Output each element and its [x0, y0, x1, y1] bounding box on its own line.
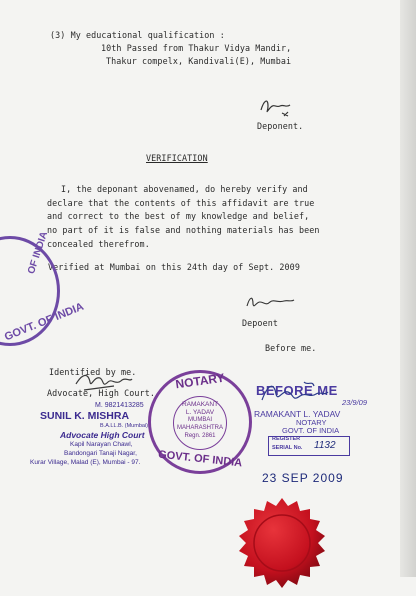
- before-me-stamp-govt: GOVT. OF INDIA: [282, 426, 340, 435]
- qualification-line-2: Thakur compelx, Kandivali(E), Mumbai: [106, 56, 292, 66]
- govt-stamp-left-text-2: GOVT. OF INDIA: [2, 300, 86, 344]
- verification-line-4: no part of it is false and nothing materials has been: [47, 225, 320, 235]
- verification-place-date: Verified at Mumbai on this 24th day of Sept. 2009: [48, 262, 300, 272]
- deponent-signature-2: [244, 294, 296, 316]
- govt-stamp-left-text-1: OF INDIA: [26, 230, 51, 276]
- advocate-stamp-title: Advocate High Court: [60, 430, 145, 440]
- verification-title: VERIFICATION: [146, 153, 208, 163]
- before-me-stamp-heading: BEFORE ME: [256, 383, 338, 398]
- page-edge: [400, 0, 416, 577]
- notary-seal-regn: Regn. 2861: [184, 433, 216, 439]
- advocate-stamp-name: SUNIL K. MISHRA: [40, 410, 130, 422]
- notary-seal-state: MAHARASHTRA: [176, 425, 223, 431]
- notary-seal-top: NOTARY: [174, 370, 226, 392]
- advocate-stamp-addr-2: Bandongari Tanaji Nagar,: [64, 450, 137, 457]
- advocate-stamp-addr-3: Kurar Village, Malad (E), Mumbai - 97.: [30, 459, 141, 466]
- verification-line-3: and correct to the best of my knowledge and belief,: [47, 211, 310, 221]
- verification-line-5: concealed therefrom.: [47, 239, 150, 249]
- qualification-heading: (3) My educational qualification :: [50, 30, 225, 40]
- identified-label: Identified by me.: [49, 367, 137, 377]
- before-me-stamp-name: RAMAKANT L. YADAV: [254, 409, 341, 419]
- before-me-label: Before me.: [265, 343, 317, 353]
- before-me-stamp-role: NOTARY: [296, 418, 327, 427]
- verification-line-1: I, the deponant abovenamed, do hereby verify and: [61, 184, 308, 194]
- deponent-signature-1: [258, 96, 298, 122]
- advocate-stamp-mobile: M. 9821413285: [95, 402, 144, 409]
- deponent-label-2: Depoent: [242, 318, 278, 328]
- notary-seal-city: MUMBAI: [188, 417, 212, 423]
- advocate-label: Advocate, High Court.: [47, 388, 155, 398]
- serial-register-label: REGISTER: [272, 436, 301, 442]
- qualification-line-1: 10th Passed from Thakur Vidya Mandir,: [101, 43, 292, 53]
- advocate-stamp-addr-1: Kapil Narayan Chawl,: [70, 441, 133, 448]
- notary-seal-name-1: RAMAKANT: [181, 401, 219, 408]
- serial-number-label: SERIAL No.: [272, 445, 303, 451]
- notary-seal-bottom: GOVT. OF INDIA: [157, 448, 243, 470]
- red-wax-seal: [234, 496, 330, 592]
- deponent-label-1: Deponent.: [257, 121, 304, 131]
- date-stamp: 23 SEP 2009: [262, 471, 344, 485]
- verification-line-2: declare that the contents of this affidavit are true: [47, 198, 315, 208]
- advocate-stamp-degree: B.A.LL.B. (Mumbai): [100, 423, 148, 429]
- serial-number-value: 1132: [314, 440, 336, 451]
- notary-seal-name-2: L. YADAV: [185, 409, 215, 416]
- before-me-stamp-date: 23/9/09: [342, 398, 368, 407]
